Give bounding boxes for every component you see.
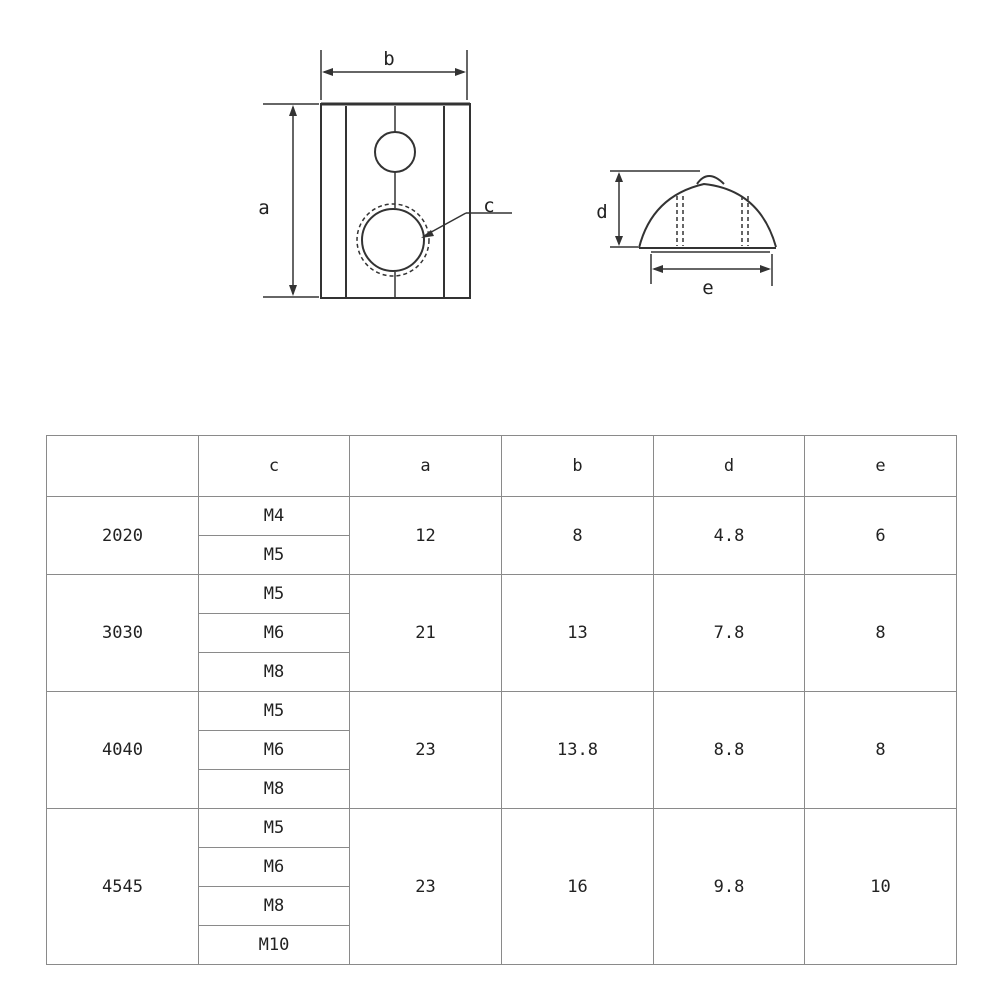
size-cell: 3030 (47, 575, 199, 692)
size-cell: 2020 (47, 497, 199, 575)
e-cell: 10 (805, 809, 957, 965)
label-b: b (383, 48, 395, 70)
side-bump (697, 176, 724, 184)
side-view (639, 176, 776, 252)
c-cell: M4 (199, 497, 350, 536)
a-cell: 12 (350, 497, 502, 575)
d-cell: 8.8 (654, 692, 805, 809)
header-cell-d: d (654, 436, 805, 497)
e-cell: 8 (805, 692, 957, 809)
header-cell-a: a (350, 436, 502, 497)
d-cell: 9.8 (654, 809, 805, 965)
header-cell-c: c (199, 436, 350, 497)
small-hole (375, 132, 415, 172)
table-row (47, 692, 957, 731)
c-cell: M10 (199, 926, 350, 965)
c-cell: M8 (199, 770, 350, 809)
c-cell: M8 (199, 653, 350, 692)
a-cell: 23 (350, 809, 502, 965)
a-cell: 21 (350, 575, 502, 692)
thread-hole-outer (357, 204, 429, 276)
e-cell: 8 (805, 575, 957, 692)
thread-hole (362, 209, 424, 271)
front-view (321, 104, 470, 298)
b-cell: 8 (502, 497, 654, 575)
dimension-d (610, 171, 700, 247)
c-cell: M6 (199, 614, 350, 653)
size-cell: 4040 (47, 692, 199, 809)
c-cell: M5 (199, 692, 350, 731)
c-cell: M5 (199, 536, 350, 575)
dimension-a (263, 104, 319, 297)
label-e: e (702, 277, 714, 299)
c-cell: M5 (199, 809, 350, 848)
a-cell: 23 (350, 692, 502, 809)
c-cell: M6 (199, 731, 350, 770)
leader-c (421, 213, 512, 238)
table-row (47, 497, 957, 536)
table-header-row (47, 436, 957, 497)
side-profile (639, 184, 776, 248)
b-cell: 13 (502, 575, 654, 692)
spec-table (46, 435, 957, 965)
c-cell: M6 (199, 848, 350, 887)
header-cell (47, 436, 199, 497)
b-cell: 16 (502, 809, 654, 965)
d-cell: 7.8 (654, 575, 805, 692)
label-c: c (483, 195, 495, 217)
header-cell-e: e (805, 436, 957, 497)
table-row (47, 809, 957, 848)
e-cell: 6 (805, 497, 957, 575)
d-cell: 4.8 (654, 497, 805, 575)
size-cell: 4545 (47, 809, 199, 965)
t-nut-drawing (0, 0, 1000, 340)
label-d: d (596, 201, 608, 223)
b-cell: 13.8 (502, 692, 654, 809)
c-cell: M8 (199, 887, 350, 926)
c-cell: M5 (199, 575, 350, 614)
label-a: a (258, 197, 270, 219)
header-cell-b: b (502, 436, 654, 497)
table-row (47, 575, 957, 614)
